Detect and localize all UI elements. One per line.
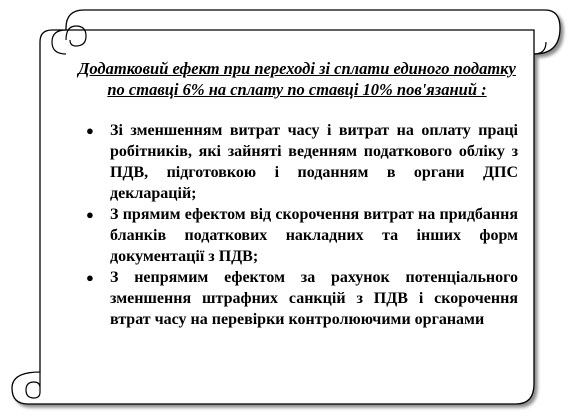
bullet-icon: ● (86, 207, 94, 222)
list-item-text: З непрямим ефектом за рахунок потенціального зменшення штрафних санкцій з ПДВ і скорочення втрат часу на перевірки контролюючими органами (110, 269, 518, 328)
bullet-icon: ● (86, 123, 94, 138)
list-item (76, 267, 518, 330)
list-item-text: З прямим ефектом від скорочення витрат на придбання бланків податкових накладних та інших форм документації з ПДВ; (110, 206, 518, 265)
page-title: Додатковий ефект при переході зі сплати единого податку по ставці 6% на сплату по ставці 10% пов'язаний : (78, 59, 516, 99)
list-item (76, 120, 518, 204)
list-item-text: Зі зменшенням витрат часу і витрат на оплату праці робітників, які зайняті веденням податкового обліку з ПДВ, підготовкою і поданням в органи ДПС декларацій; (110, 122, 518, 202)
bullet-list (76, 120, 518, 330)
bullet-icon: ● (86, 270, 94, 285)
list-item (76, 204, 518, 267)
scroll-content (76, 58, 518, 330)
